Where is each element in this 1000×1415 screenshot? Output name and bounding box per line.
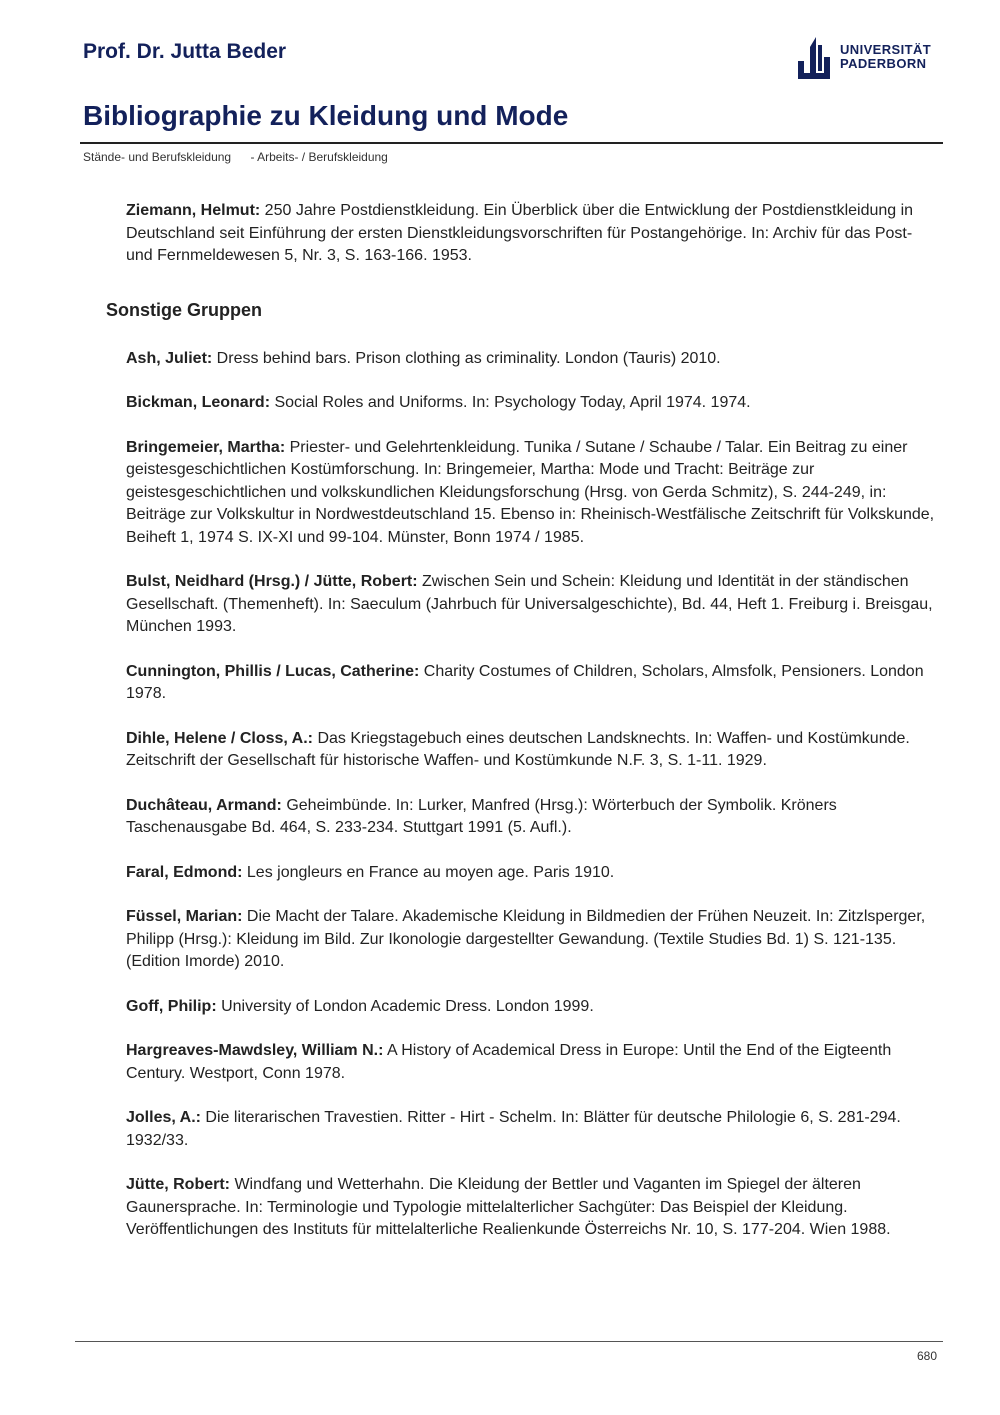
bibliography-entry (126, 437, 940, 550)
entry-text: Les jongleurs en France au moyen age. Paris 1910. (242, 863, 615, 881)
entry-author: Hargreaves-Mawdsley, William N.: (126, 1042, 384, 1059)
entry-author: Bringemeier, Martha: (126, 438, 286, 456)
entry-author: Cunnington, Phillis / Lucas, Catherine: (126, 662, 420, 680)
bibliography-entry (126, 862, 940, 885)
entry-author: Bulst, Neidhard (Hrsg.) / Jütte, Robert: (126, 573, 418, 590)
entry-text: Dress behind bars. Prison clothing as criminality. London (Tauris) 2010. (212, 349, 721, 367)
entry-author: Goff, Philip: (126, 997, 217, 1015)
bibliography-entry (126, 728, 940, 773)
entry-text: Die literarischen Travestien. Ritter - Hirt - Schelm. In: Blätter für deutsche Philologie 6, S. 281-294. 1932/33. (126, 1109, 901, 1149)
university-logo (794, 32, 934, 82)
breadcrumb-level-2: - Arbeits- / Berufskleidung (250, 150, 388, 164)
logo-line-1: UNIVERSITÄT (840, 42, 932, 57)
author-name: Prof. Dr. Jutta Beder (83, 40, 287, 63)
section-heading: Sonstige Gruppen (106, 299, 263, 320)
entry-text: Geheimbünde. In: Lurker, Manfred (Hrsg.): Wörterbuch der Symbolik. Kröners Taschenausgabe Bd. 464, S. 233-234. Stuttgart 1991 (5. Aufl.). (126, 796, 837, 836)
entry-author: Füssel, Marian: (126, 908, 243, 925)
entry-text: Zwischen Sein und Schein: Kleidung und Identität in der ständischen Gesellschaft. (Themenheft). In: Saeculum (Jahrbuch für Universalgeschichte), Bd. 44, Heft 1. Freiburg i. Breisgau, München 1993. (126, 573, 933, 635)
logo-line-2: PADERBORN (840, 56, 927, 71)
bibliography-entry (126, 661, 940, 706)
entry-text: Priester- und Gelehrtenkleidung. Tunika / Sutane / Schaube / Talar. Ein Beitrag zu einer geistesgeschichtlichen Kostümforschung. In: Bringemeier, Martha: Mode und Tracht: Beiträge zur geistesgeschichtlichen und volkskundlichen Kleidungsforschung (Hrsg. von Gerda Schmitz), S. 244-249, in: Beiträge zur Volkskultur in Nordwestdeutschland 15. Ebenso in: Rheinisch-Westfälische Zeitschrift für Volkskunde, Beiheft 1, 1974 S. IX-XI und 99-104. Münster, Bonn 1974 / 1985. (126, 438, 935, 546)
entry-text: 250 Jahre Postdienstkleidung. Ein Überblick über die Entwicklung der Postdienstkleidung in Deutschland seit Einführung der ersten Dienstkleidungsvorschriften für Postangehörige. In: Archiv für das Post- und Fernmeldewesen 5, Nr. 3, S. 163-166. 1953. (126, 202, 914, 264)
logo-wordmark (840, 43, 931, 71)
page-number: 680 (916, 1349, 937, 1363)
bibliography-entry (126, 392, 940, 415)
bibliography-entry (126, 1040, 940, 1085)
entry-text: Das Kriegstagebuch eines deutschen Landsknechts. In: Waffen- und Kostümkunde. Zeitschrift der Gesellschaft für historische Waffen- und Kostümkunde N.F. 3, S. 1-11. 1929. (126, 729, 910, 769)
bibliography-entry (126, 1107, 940, 1152)
entry-author: Dihle, Helene / Closs, A.: (126, 729, 314, 747)
entry-text: Die Macht der Talare. Akademische Kleidung in Bildmedien der Frühen Neuzeit. In: Zitzlsperger, Philipp (Hrsg.): Kleidung im Bild. Zur Ikonologie dargestellter Gewandung. (Textile Studies Bd. 1) S. 121-135. (Edition Imorde) 2010. (126, 908, 926, 970)
entry-text: Windfang und Wetterhahn. Die Kleidung der Bettler und Vaganten im Spiegel der älteren Gaunersprache. In: Terminologie und Typologie mittelalterlicher Sachgüter: Das Beispiel der Kleidung. Veröffentlichungen des Instituts für mittelalterliche Realienkunde Österreichs Nr. 10, S. 177-204. Wien 1988. (126, 1176, 891, 1238)
breadcrumb-level-1: Stände- und Berufskleidung (83, 150, 232, 164)
entry-text: University of London Academic Dress. London 1999. (216, 997, 594, 1015)
bibliography-entry (126, 348, 940, 371)
bibliography-content (0, 200, 1000, 1264)
university-paderborn-logo-icon (794, 33, 834, 81)
entry-author: Faral, Edmond: (126, 863, 243, 881)
entry-author: Jolles, A.: (126, 1109, 201, 1126)
entry-author: Bickman, Leonard: (126, 394, 271, 411)
footer-divider (75, 1341, 943, 1342)
breadcrumb (83, 150, 388, 164)
entry-author: Ash, Juliet: (126, 349, 213, 367)
entry-text: Charity Costumes of Children, Scholars, Almsfolk, Pensioners. London 1978. (126, 662, 924, 702)
bibliography-entry (126, 571, 940, 639)
bibliography-entry (126, 200, 940, 268)
entry-text: Social Roles and Uniforms. In: Psychology Today, April 1974. 1974. (270, 394, 751, 411)
entry-author: Jütte, Robert: (126, 1176, 230, 1193)
title-divider (80, 142, 943, 144)
document-title: Bibliographie zu Kleidung und Mode (83, 100, 569, 131)
entry-text: A History of Academical Dress in Europe: Until the End of the Eigteenth Century. Westport, Conn 1978. (126, 1042, 892, 1082)
bibliography-entry (126, 906, 940, 974)
entry-author: Ziemann, Helmut: (126, 202, 261, 219)
bibliography-entry (126, 795, 940, 840)
bibliography-entry (126, 996, 940, 1019)
entry-author: Duchâteau, Armand: (126, 796, 282, 814)
bibliography-entry (126, 1174, 940, 1242)
